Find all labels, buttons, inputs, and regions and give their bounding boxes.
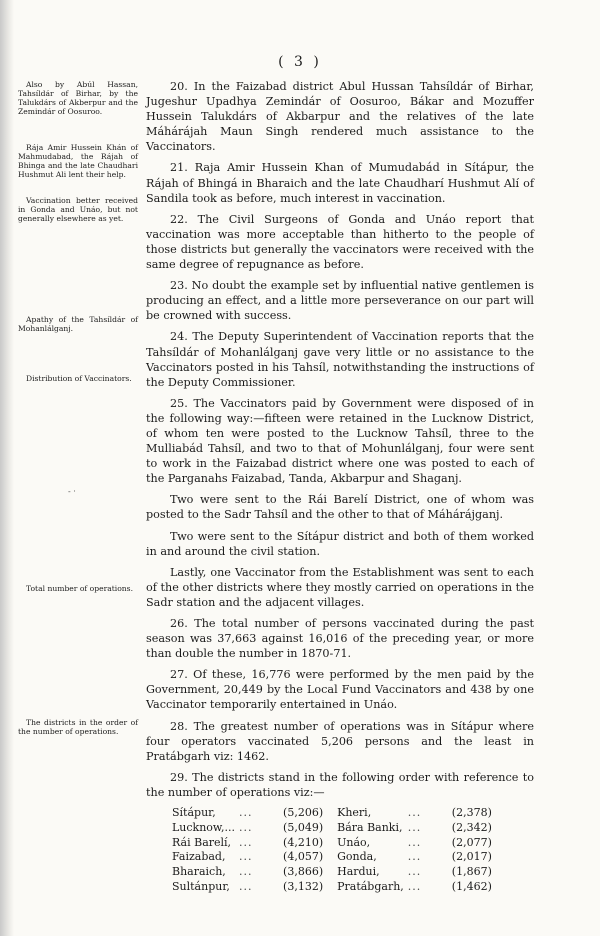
dots-cell: ... — [407, 806, 422, 820]
binding-edge — [0, 0, 14, 936]
paragraph: 21. Raja Amir Hussein Khan of Mumudabád in Sítápur, the Rájah of Bhingá in Bharaich and the late Chaudharí Hushmut Alí of Sandila took as before, much interest in vaccination. — [146, 161, 534, 205]
table-row — [172, 865, 496, 880]
table-row — [172, 806, 496, 821]
page-number: ( 3 ) — [278, 54, 322, 70]
table-row — [172, 880, 496, 895]
operations-table — [172, 806, 496, 895]
paragraph: 26. The total number of persons vaccinated during the past season was 37,663 against 16,016 of the preceding year, or more than double the number in 1870-71. — [146, 617, 534, 661]
district-cell: Pratábgarh, — [337, 880, 404, 894]
table-row — [172, 821, 496, 836]
table-row — [172, 836, 496, 851]
district-cell: Kheri, — [337, 806, 372, 820]
dots-cell: ... — [239, 850, 253, 864]
paragraph: 20. In the Faizabad district Abul Hussan Tahsíldár of Birhar, Jugeshur Upadhya Zemindár of Oosuroo, Bákar and Mozuffer Hussein Talukdárs of Akbarpur and the relatives of the late Máhárájah Maun Singh rendered much assistance to the Vaccinators. — [146, 80, 534, 154]
district-cell: Bharaich, — [172, 865, 226, 879]
dots-cell: ... — [239, 835, 253, 849]
value-cell: (2,342) — [451, 820, 492, 834]
district-cell: Rái Barelí, — [172, 835, 232, 849]
value-cell: (3,866) — [283, 865, 324, 879]
paragraph: 25. The Vaccinators paid by Government were disposed of in the following way:—fifteen were retained in the Lucknow District, of whom ten were posted to the Lucknow Tahsíl, three to the Mulliabád Tahsíl, and two to that of Mohunlálganj, four were sent to work in the Faizabad district where one was posted to each of the Parganahs Faizabad, Tanda, Akbarpur and Shaganj. — [146, 396, 534, 486]
dots-cell: ... — [407, 880, 422, 894]
paragraph: 29. The districts stand in the following order with reference to the number of operations viz:— — [146, 770, 534, 799]
value-cell: (2,077) — [451, 835, 492, 849]
dots-cell: ... — [407, 850, 422, 864]
value-cell: (4,057) — [283, 850, 324, 864]
value-cell: (2,017) — [451, 850, 492, 864]
paragraph: Two were sent to the Rái Barelí District, one of whom was posted to the Sadr Tahsíl and the other to that of Máhárájganj. — [146, 493, 534, 522]
margin-note: The districts in the order of the number of operations. — [18, 718, 138, 736]
paragraph: Two were sent to the Sítápur district and both of them worked in and around the civil station. — [146, 529, 534, 558]
district-cell: Faizabad, — [172, 850, 226, 864]
paragraph: 28. The greatest number of operations was in Sítápur where four operators vaccinated 5,206 persons and the least in Pratábgarh viz: 1462. — [146, 719, 534, 763]
margin-note: Also by Abúl Hassan, Tahsíldár of Birhar, by the Talukdárs of Akberpur and the Zemindár of Oosuroo. — [18, 80, 138, 116]
value-cell: (1,462) — [451, 880, 492, 894]
district-cell: Bára Banki, — [337, 820, 403, 834]
district-cell: Sítápur, — [172, 806, 216, 820]
district-cell: Gonda, — [337, 850, 377, 864]
margin-note: Rája Amir Hussein Khán of Mahmudabad, the Rájah of Bhinga and the late Chaudhari Hushmut Ali lent their help. — [18, 143, 138, 179]
paragraph: Lastly, one Vaccinator from the Establishment was sent to each of the other districts where they mostly carried on operations in the Sadr station and the adjacent villages. — [146, 565, 534, 609]
paragraph: 27. Of these, 16,776 were performed by the men paid by the Government, 20,449 by the Local Fund Vaccinators and 438 by one Vaccinator temporarily entertained in Unáo. — [146, 668, 534, 712]
value-cell: (1,867) — [451, 865, 492, 879]
stray-mark: - · — [68, 487, 76, 496]
dots-cell: ... — [407, 865, 422, 879]
dots-cell: ... — [407, 820, 422, 834]
paragraph: 22. The Civil Surgeons of Gonda and Unáo report that vaccination was more acceptable than hitherto to the people of those districts but generally the vaccinators were received with the same degree of repugnance as before. — [146, 212, 534, 272]
dots-cell: ... — [239, 865, 253, 879]
dots-cell: ... — [239, 806, 253, 820]
value-cell: (5,206) — [283, 806, 324, 820]
table-row — [172, 850, 496, 865]
paragraph: 24. The Deputy Superintendent of Vaccination reports that the Tahsíldár of Mohanlálganj gave very little or no assistance to the Vaccinators posted in his Tahsíl, notwithstanding the instructions of the Deputy Commissioner. — [146, 330, 534, 389]
district-cell: Unáo, — [337, 835, 371, 849]
value-cell: (4,210) — [283, 835, 324, 849]
value-cell: (3,132) — [283, 880, 324, 894]
value-cell: (2,378) — [451, 806, 492, 820]
paragraph: 23. No doubt the example set by influential native gentlemen is producing an effect, and a little more perseverance on our part will be crowned with success. — [146, 279, 534, 323]
dots-cell: ... — [407, 835, 422, 849]
margin-note: Apathy of the Tahsíldár of Mohanlálganj. — [18, 315, 138, 333]
body-text — [146, 79, 534, 895]
dots-cell: ... — [239, 820, 253, 834]
margin-note: Total number of operations. — [26, 584, 133, 593]
margin-note: Distribution of Vaccinators. — [26, 374, 132, 383]
district-cell: Lucknow,... — [172, 820, 236, 834]
dots-cell: ... — [239, 880, 253, 894]
district-cell: Sultánpur, — [172, 880, 230, 894]
margin-note: Vaccination better received in Gonda and Unáo, but not generally elsewhere as yet. — [18, 196, 138, 223]
value-cell: (5,049) — [283, 820, 324, 834]
district-cell: Hardui, — [337, 865, 380, 879]
